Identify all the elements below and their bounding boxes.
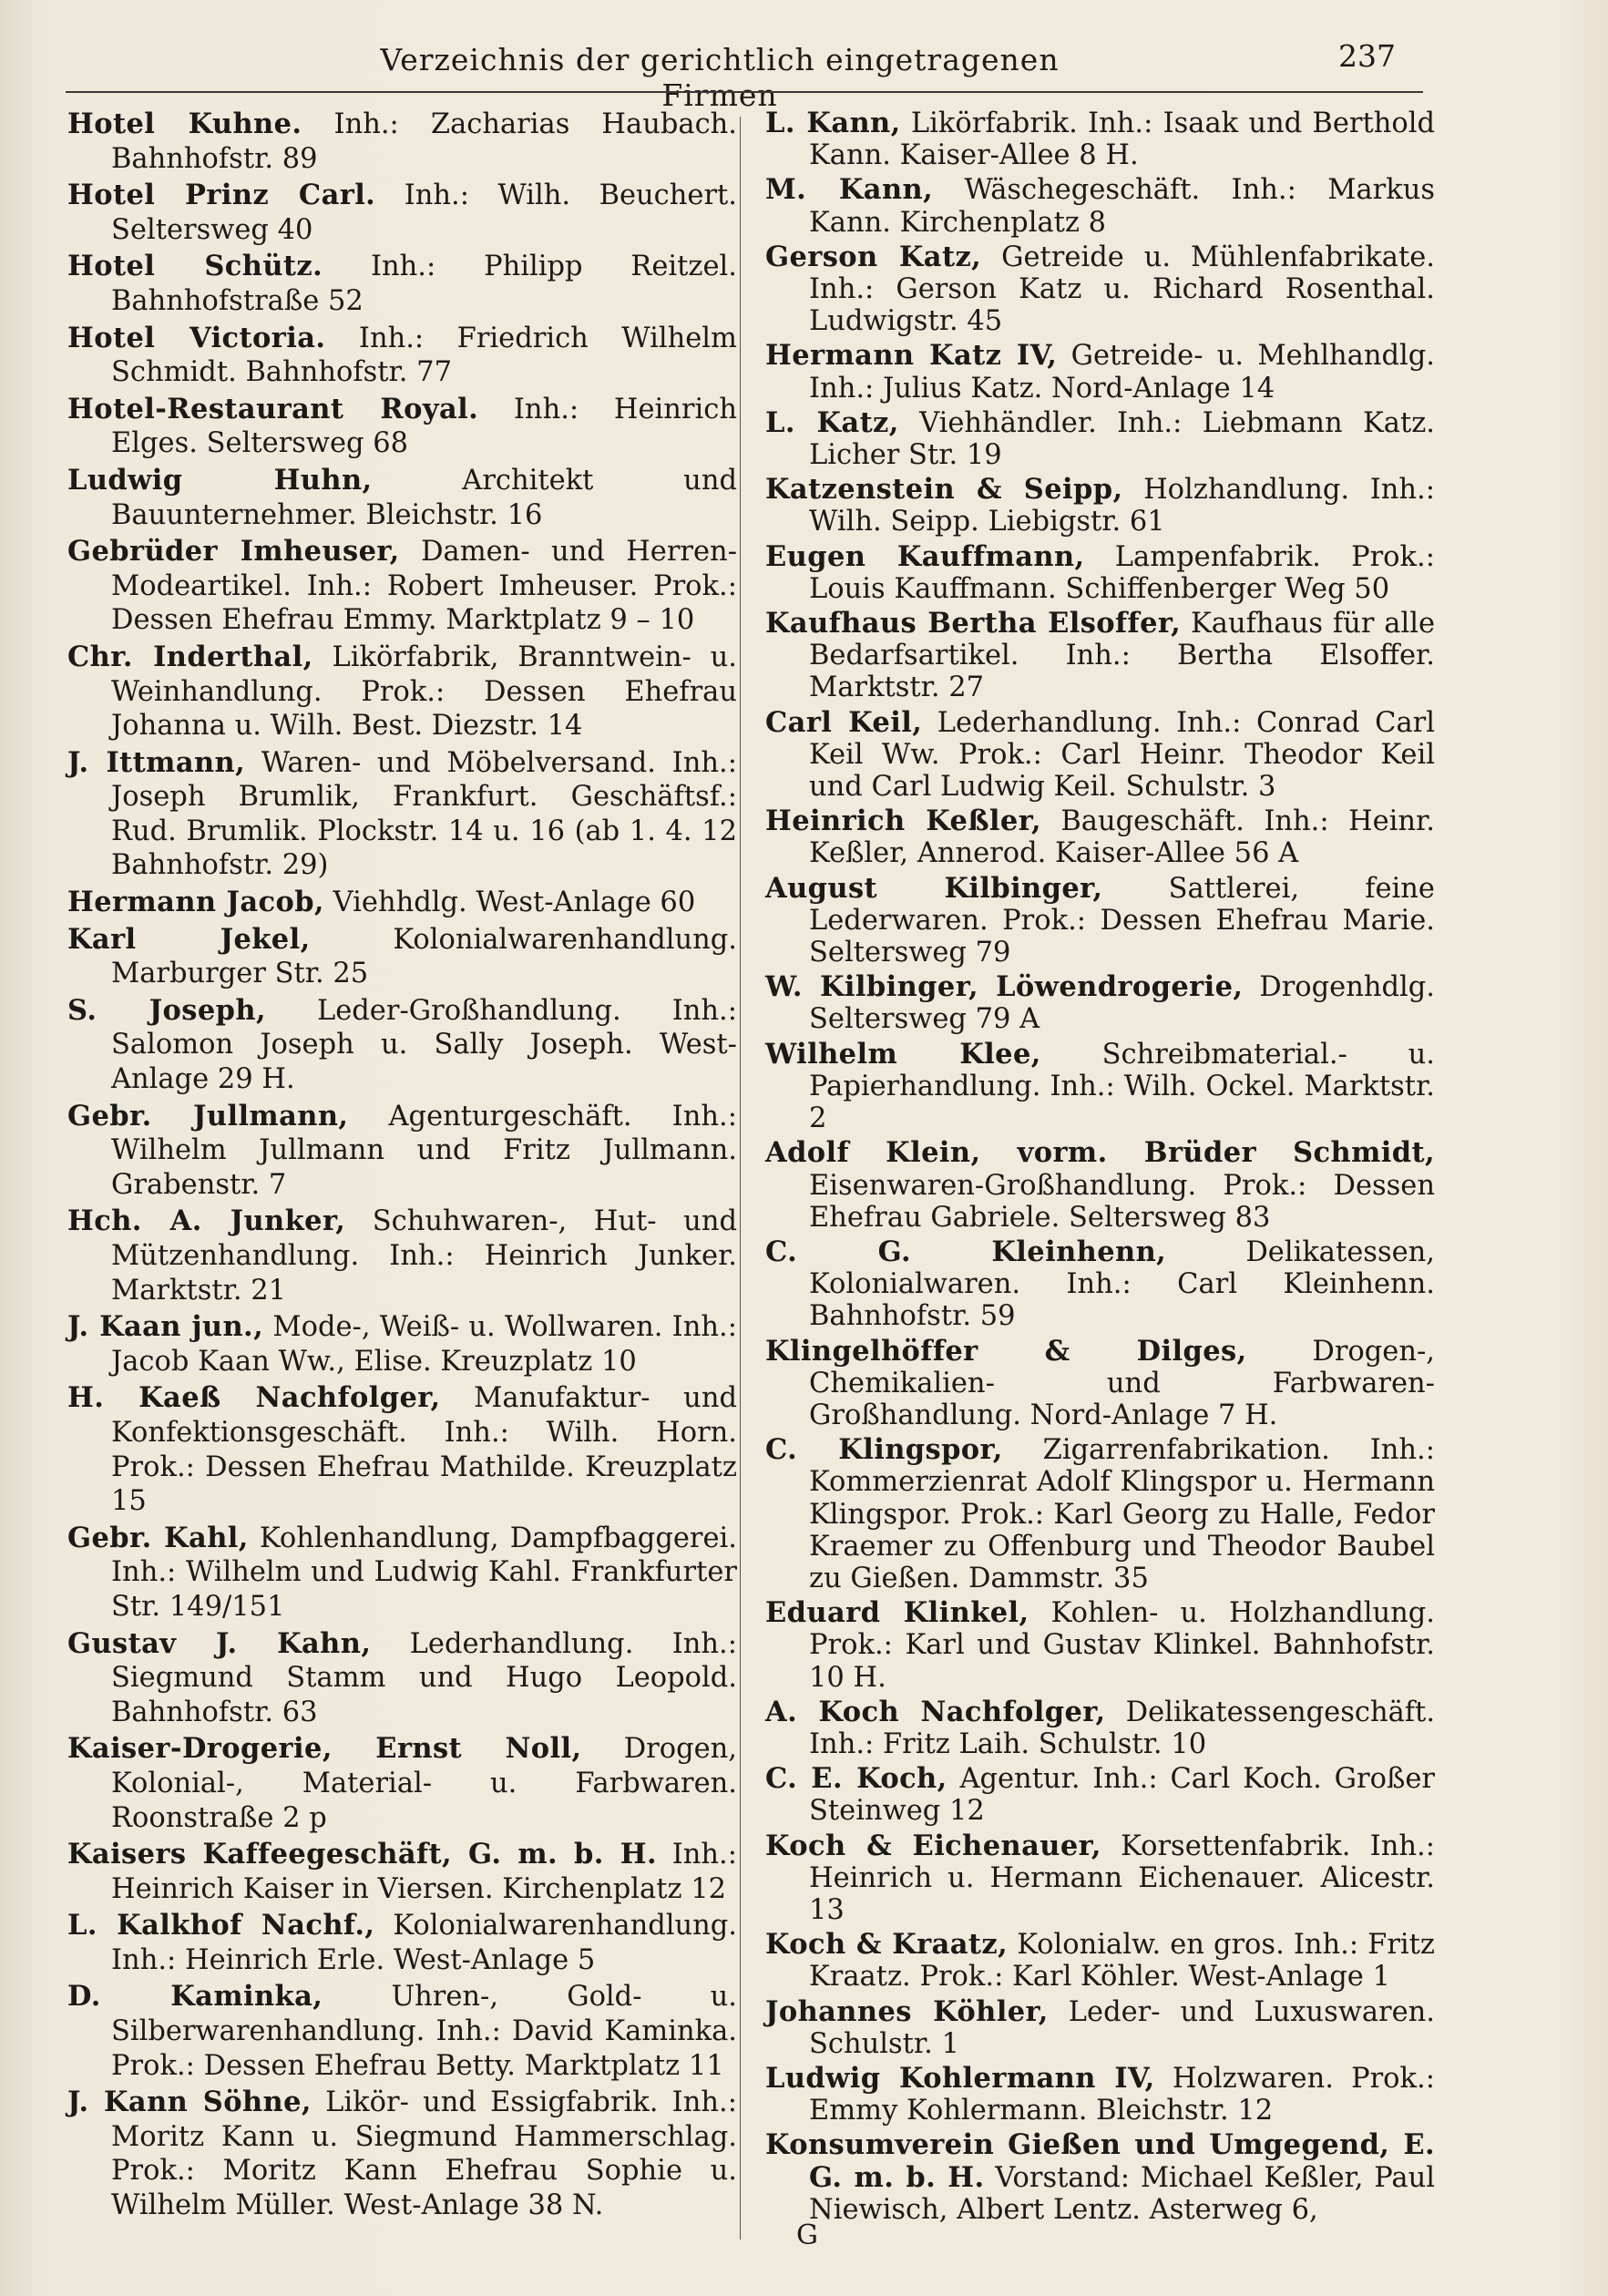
firm-name: Hermann Katz IV,: [765, 339, 1058, 373]
firm-details: Schuhwaren-, Hut- und Mützenhandlung. Inh.: Heinrich Junker. Marktstr. 21: [111, 1205, 737, 1307]
firm-details: Inh.: Zacharias Haubach. Bahnhofstr. 89: [111, 108, 737, 175]
firm-name: Eduard Klinkel,: [765, 1596, 1029, 1630]
firm-details: Schreibmaterial.- u. Papierhandlung. Inh.: Wilh. Ockel. Marktstr. 2: [809, 1038, 1435, 1135]
firm-name: Klingelhöffer & Dilges,: [765, 1334, 1247, 1368]
directory-entry: [765, 241, 1435, 338]
directory-entry: [67, 746, 737, 883]
firm-details: Damen- und Herren-Modeartikel. Inh.: Robert Imheuser. Prok.: Dessen Ehefrau Emmy. Marktplatz 9 – 10: [111, 536, 737, 637]
firm-details: Getreide u. Mühlenfabrikate. Inh.: Gerson Katz u. Richard Rosenthal. Ludwigstr. 45: [809, 241, 1435, 338]
directory-entry: [765, 1929, 1435, 1993]
firm-details: Kolonialwarenhandlung. Inh.: Heinrich Erle. West-Anlage 5: [111, 1910, 737, 1976]
directory-entry: [67, 464, 737, 532]
margin-marker: G: [796, 2219, 818, 2251]
firm-name: Adolf Klein, vorm. Brüder Schmidt,: [765, 1136, 1435, 1170]
firm-name: Chr. Inderthal,: [67, 640, 313, 673]
directory-entry: [67, 994, 737, 1097]
firm-name: H. Kaeß Nachfolger,: [67, 1381, 441, 1415]
firm-details: Delikatessengeschäft. Inh.: Fritz Laih. Schulstr. 10: [809, 1696, 1436, 1760]
firm-details: Architekt und Bauunternehmer. Bleichstr. 16: [111, 464, 737, 531]
firm-details: Kolonialwarenhandlung. Marburger Str. 25: [111, 923, 737, 990]
directory-entry: [67, 923, 737, 991]
firm-details: Inh.: Friedrich Wilhelm Schmidt. Bahnhofstr. 77: [111, 322, 737, 389]
directory-entry: [765, 1137, 1435, 1234]
firm-details: Delikatessen, Kolonialwaren. Inh.: Carl Kleinhenn. Bahnhofstr. 59: [809, 1235, 1435, 1333]
firm-name: Ludwig Huhn,: [67, 463, 373, 497]
directory-entry: [765, 873, 1435, 969]
directory-entry: [765, 2129, 1435, 2226]
firm-details: Kolonialw. en gros. Inh.: Fritz Kraatz. Prok.: Karl Köhler. West-Anlage 1: [809, 1929, 1435, 1994]
firm-name: L. Kann,: [765, 107, 901, 139]
firm-details: Viehhdlg. West-Anlage 60: [333, 887, 696, 919]
directory-entry: [67, 1522, 737, 1625]
firm-details: Lederhandlung. Inh.: Siegmund Stamm und Hugo Leopold. Bahnhofstr. 63: [111, 1627, 737, 1728]
firm-name: Gerson Katz,: [765, 240, 982, 273]
firm-details: Getreide- u. Mehlhandlg. Inh.: Julius Katz. Nord-Anlage 14: [809, 340, 1435, 405]
directory-entry: [67, 250, 737, 318]
firm-name: Hotel-Restaurant Royal.: [67, 392, 479, 425]
directory-entry: [765, 1039, 1435, 1135]
firm-name: Hotel Schütz.: [67, 250, 323, 283]
directory-entry: [67, 1204, 737, 1307]
firm-details: Wäschegeschäft. Inh.: Markus Kann. Kirchenplatz 8: [809, 174, 1435, 239]
directory-entry: [67, 179, 737, 247]
firm-details: Leder- und Luxuswaren. Schulstr. 1: [809, 1995, 1435, 2060]
firm-details: Manufaktur- und Konfektionsgeschäft. Inh.: Wilh. Horn. Prok.: Dessen Ehefrau Mathilde. Kreuzplatz 15: [111, 1382, 737, 1518]
firm-details: Leder-Großhandlung. Inh.: Salomon Joseph u. Sally Joseph. West-Anlage 29 H.: [111, 994, 737, 1096]
directory-entry: [67, 1732, 737, 1835]
firm-name: Wilhelm Klee,: [765, 1037, 1041, 1071]
firm-details: Likör- und Essigfabrik. Inh.: Moritz Kann u. Siegmund Hammerschlag. Prok.: Moritz Kann Ehefrau Sophie u. Wilhelm Müller. West-Anlage 38 N.: [111, 2086, 737, 2222]
firm-name: S. Joseph,: [67, 993, 266, 1027]
firm-name: Konsumverein Gießen und Umgegend, E. G. m. b. H.: [765, 2128, 1435, 2194]
directory-entry: [67, 1381, 737, 1518]
firm-details: Inh.: Heinrich Kaiser in Viersen. Kirchenplatz 12: [111, 1839, 737, 1905]
firm-name: Koch & Kraatz,: [765, 1928, 1009, 1962]
firm-name: Eugen Kauffmann,: [765, 539, 1085, 573]
directory-entry: [67, 108, 737, 176]
firm-details: Vorstand: Michael Keßler, Paul Niewisch, Albert Lentz. Asterweg 6,: [809, 2161, 1435, 2226]
firm-name: J. Ittmann,: [67, 745, 246, 779]
firm-name: Katzenstein & Seipp,: [765, 473, 1123, 507]
firm-name: Karl Jekel,: [67, 922, 311, 956]
firm-name: August Kilbinger,: [765, 871, 1103, 905]
directory-entry: [765, 1763, 1435, 1827]
header-rule: [66, 91, 1423, 93]
right-column: [765, 108, 1435, 2229]
firm-name: Koch & Eichenauer,: [765, 1829, 1101, 1862]
firm-details: Holzhandlung. Inh.: Wilh. Seipp. Liebigstr. 61: [809, 474, 1435, 538]
directory-entry: [765, 1597, 1435, 1694]
directory-entry: [765, 108, 1435, 171]
firm-name: C. E. Koch,: [765, 1762, 947, 1796]
directory-entry: [765, 1996, 1435, 2060]
directory-entry: [67, 641, 737, 743]
directory-entry: [67, 1310, 737, 1379]
firm-name: L. Katz,: [765, 405, 899, 439]
directory-entry: [765, 407, 1435, 471]
firm-name: Hotel Kuhne.: [67, 108, 302, 140]
firm-name: Gebr. Jullmann,: [67, 1099, 349, 1133]
firm-details: Kohlenhandlung, Dampfbaggerei. Inh.: Wilhelm und Ludwig Kahl. Frankfurter Str. 149/151: [111, 1522, 737, 1623]
directory-entry: [67, 1980, 737, 2083]
directory-entry: [67, 2086, 737, 2222]
firm-details: Agenturgeschäft. Inh.: Wilhelm Jullmann und Fritz Jullmann. Grabenstr. 7: [111, 1100, 737, 1201]
column-divider: [740, 117, 741, 2240]
directory-entry: [765, 1696, 1435, 1760]
firm-name: Hch. A. Junker,: [67, 1204, 346, 1238]
directory-entry: [67, 886, 737, 920]
directory-entry: [67, 1100, 737, 1203]
firm-name: D. Kaminka,: [67, 1980, 323, 2014]
firm-name: M. Kann,: [765, 173, 934, 207]
firm-details: Mode-, Weiß- u. Wollwaren. Inh.: Jacob Kaan Ww., Elise. Kreuzplatz 10: [111, 1311, 737, 1378]
firm-name: Kaufhaus Bertha Elsoffer,: [765, 607, 1182, 641]
directory-entry: [67, 1627, 737, 1730]
directory-entry: [765, 608, 1435, 704]
firm-details: Likörfabrik, Branntwein- u. Weinhandlung. Prok.: Dessen Ehefrau Johanna u. Wilh. Best. Diezstr. 14: [111, 641, 738, 743]
firm-name: Hotel Victoria.: [67, 321, 326, 354]
firm-details: Inh.: Wilh. Beuchert. Seltersweg 40: [111, 179, 737, 246]
directory-entry: [765, 707, 1435, 804]
firm-name: C. G. Kleinhenn,: [765, 1235, 1167, 1268]
firm-name: Hotel Prinz Carl.: [67, 179, 376, 212]
firm-details: Uhren-, Gold- u. Silberwarenhandlung. Inh.: David Kaminka. Prok.: Dessen Ehefrau Betty. Marktplatz 11: [111, 1981, 737, 2082]
directory-entry: [67, 322, 737, 390]
firm-details: Holzwaren. Prok.: Emmy Kohlermann. Bleichstr. 12: [809, 2062, 1435, 2127]
directory-entry: [765, 474, 1435, 538]
directory-entry: [765, 805, 1435, 869]
directory-entry: [765, 1236, 1435, 1333]
directory-entry: [765, 1434, 1435, 1594]
firm-name: Carl Keil,: [765, 705, 923, 739]
directory-entry: [67, 535, 737, 638]
firm-name: Hermann Jacob,: [67, 886, 324, 919]
firm-details: Kaufhaus für alle Bedarfsartikel. Inh.: Bertha Elsoffer. Marktstr. 27: [809, 608, 1435, 704]
firm-details: Waren- und Möbelversand. Inh.: Joseph Brumlik, Frankfurt. Geschäftsf.: Rud. Brumlik. Plockstr. 14 u. 16 (ab 1. 4. 12 Bahnhofstr. 29): [111, 746, 737, 882]
firm-details: Inh.: Heinrich Elges. Seltersweg 68: [111, 393, 737, 460]
directory-entry: [765, 1830, 1435, 1927]
firm-details: Inh.: Philipp Reitzel. Bahnhofstraße 52: [111, 251, 737, 317]
firm-details: Korsettenfabrik. Inh.: Heinrich u. Hermann Eichenauer. Alicestr. 13: [809, 1830, 1435, 1926]
firm-name: J. Kaan jun.,: [67, 1310, 264, 1344]
firm-name: Johannes Köhler,: [765, 1994, 1049, 2028]
firm-details: Lederhandlung. Inh.: Conrad Carl Keil Ww. Prok.: Carl Heinr. Theodor Keil und Carl Ludwig Keil. Schulstr. 3: [809, 706, 1435, 804]
firm-details: Zigarrenfabrikation. Inh.: Kommerzienrat Adolf Klingspor u. Hermann Klingspor. Prok.: Karl Georg zu Halle, Fedor Kraemer zu Offenburg und Theodor Baubel zu Gießen. Dammstr. 35: [809, 1434, 1436, 1594]
directory-entry: [67, 1838, 737, 1906]
firm-name: W. Kilbinger, Löwendrogerie,: [765, 970, 1244, 1004]
firm-details: Lampenfabrik. Prok.: Louis Kauffmann. Schiffenberger Weg 50: [809, 540, 1435, 605]
firm-name: Gustav J. Kahn,: [67, 1626, 372, 1660]
firm-details: Kohlen- u. Holzhandlung. Prok.: Karl und Gustav Klinkel. Bahnhofstr. 10 H.: [809, 1597, 1436, 1694]
firm-name: A. Koch Nachfolger,: [765, 1695, 1106, 1728]
firm-name: L. Kalkhof Nachf.,: [67, 1909, 375, 1942]
left-column: [67, 108, 737, 2226]
firm-details: Likörfabrik. Inh.: Isaak und Berthold Kann. Kaiser-Allee 8 H.: [809, 108, 1435, 172]
firm-name: Gebr. Kahl,: [67, 1521, 249, 1554]
directory-entry: [765, 2063, 1435, 2127]
firm-details: Agentur. Inh.: Carl Koch. Großer Steinweg 12: [809, 1763, 1435, 1828]
firm-details: Drogen-, Chemikalien- und Farbwaren-Großhandlung. Nord-Anlage 7 H.: [809, 1335, 1435, 1431]
firm-name: J. Kann Söhne,: [67, 2086, 312, 2119]
firm-name: C. Klingspor,: [765, 1433, 1003, 1467]
directory-entry: [765, 971, 1435, 1035]
running-header: Verzeichnis der gerichtlich eingetragenen Firmen: [380, 42, 1060, 113]
directory-entry: [765, 1336, 1435, 1432]
firm-name: Kaiser-Drogerie, Ernst Noll,: [67, 1732, 582, 1766]
firm-details: Drogen, Kolonial-, Material- u. Farbwaren. Roonstraße 2 p: [111, 1733, 737, 1834]
firm-details: Baugeschäft. Inh.: Heinr. Keßler, Annerod. Kaiser-Allee 56 A: [809, 805, 1435, 870]
directory-entry: [765, 340, 1435, 404]
firm-details: Drogenhdlg. Seltersweg 79 A: [809, 971, 1435, 1036]
directory-entry: [765, 541, 1435, 605]
firm-name: Gebrüder Imheuser,: [67, 535, 400, 569]
firm-name: Ludwig Kohlermann IV,: [765, 2061, 1155, 2095]
page-number: 237: [1338, 38, 1396, 74]
firm-details: Eisenwaren-Großhandlung. Prok.: Dessen Ehefrau Gabriele. Seltersweg 83: [809, 1169, 1435, 1234]
directory-entry: [765, 174, 1435, 238]
directory-entry: [67, 1909, 737, 1977]
directory-entry: [67, 393, 737, 461]
firm-details: Sattlerei, feine Lederwaren. Prok.: Dessen Ehefrau Marie. Seltersweg 79: [809, 872, 1435, 969]
firm-details: Viehhändler. Inh.: Liebmann Katz. Licher Str. 19: [809, 406, 1435, 472]
firm-name: Heinrich Keßler,: [765, 805, 1041, 838]
firm-name: Kaisers Kaffeegeschäft, G. m. b. H.: [67, 1838, 658, 1871]
